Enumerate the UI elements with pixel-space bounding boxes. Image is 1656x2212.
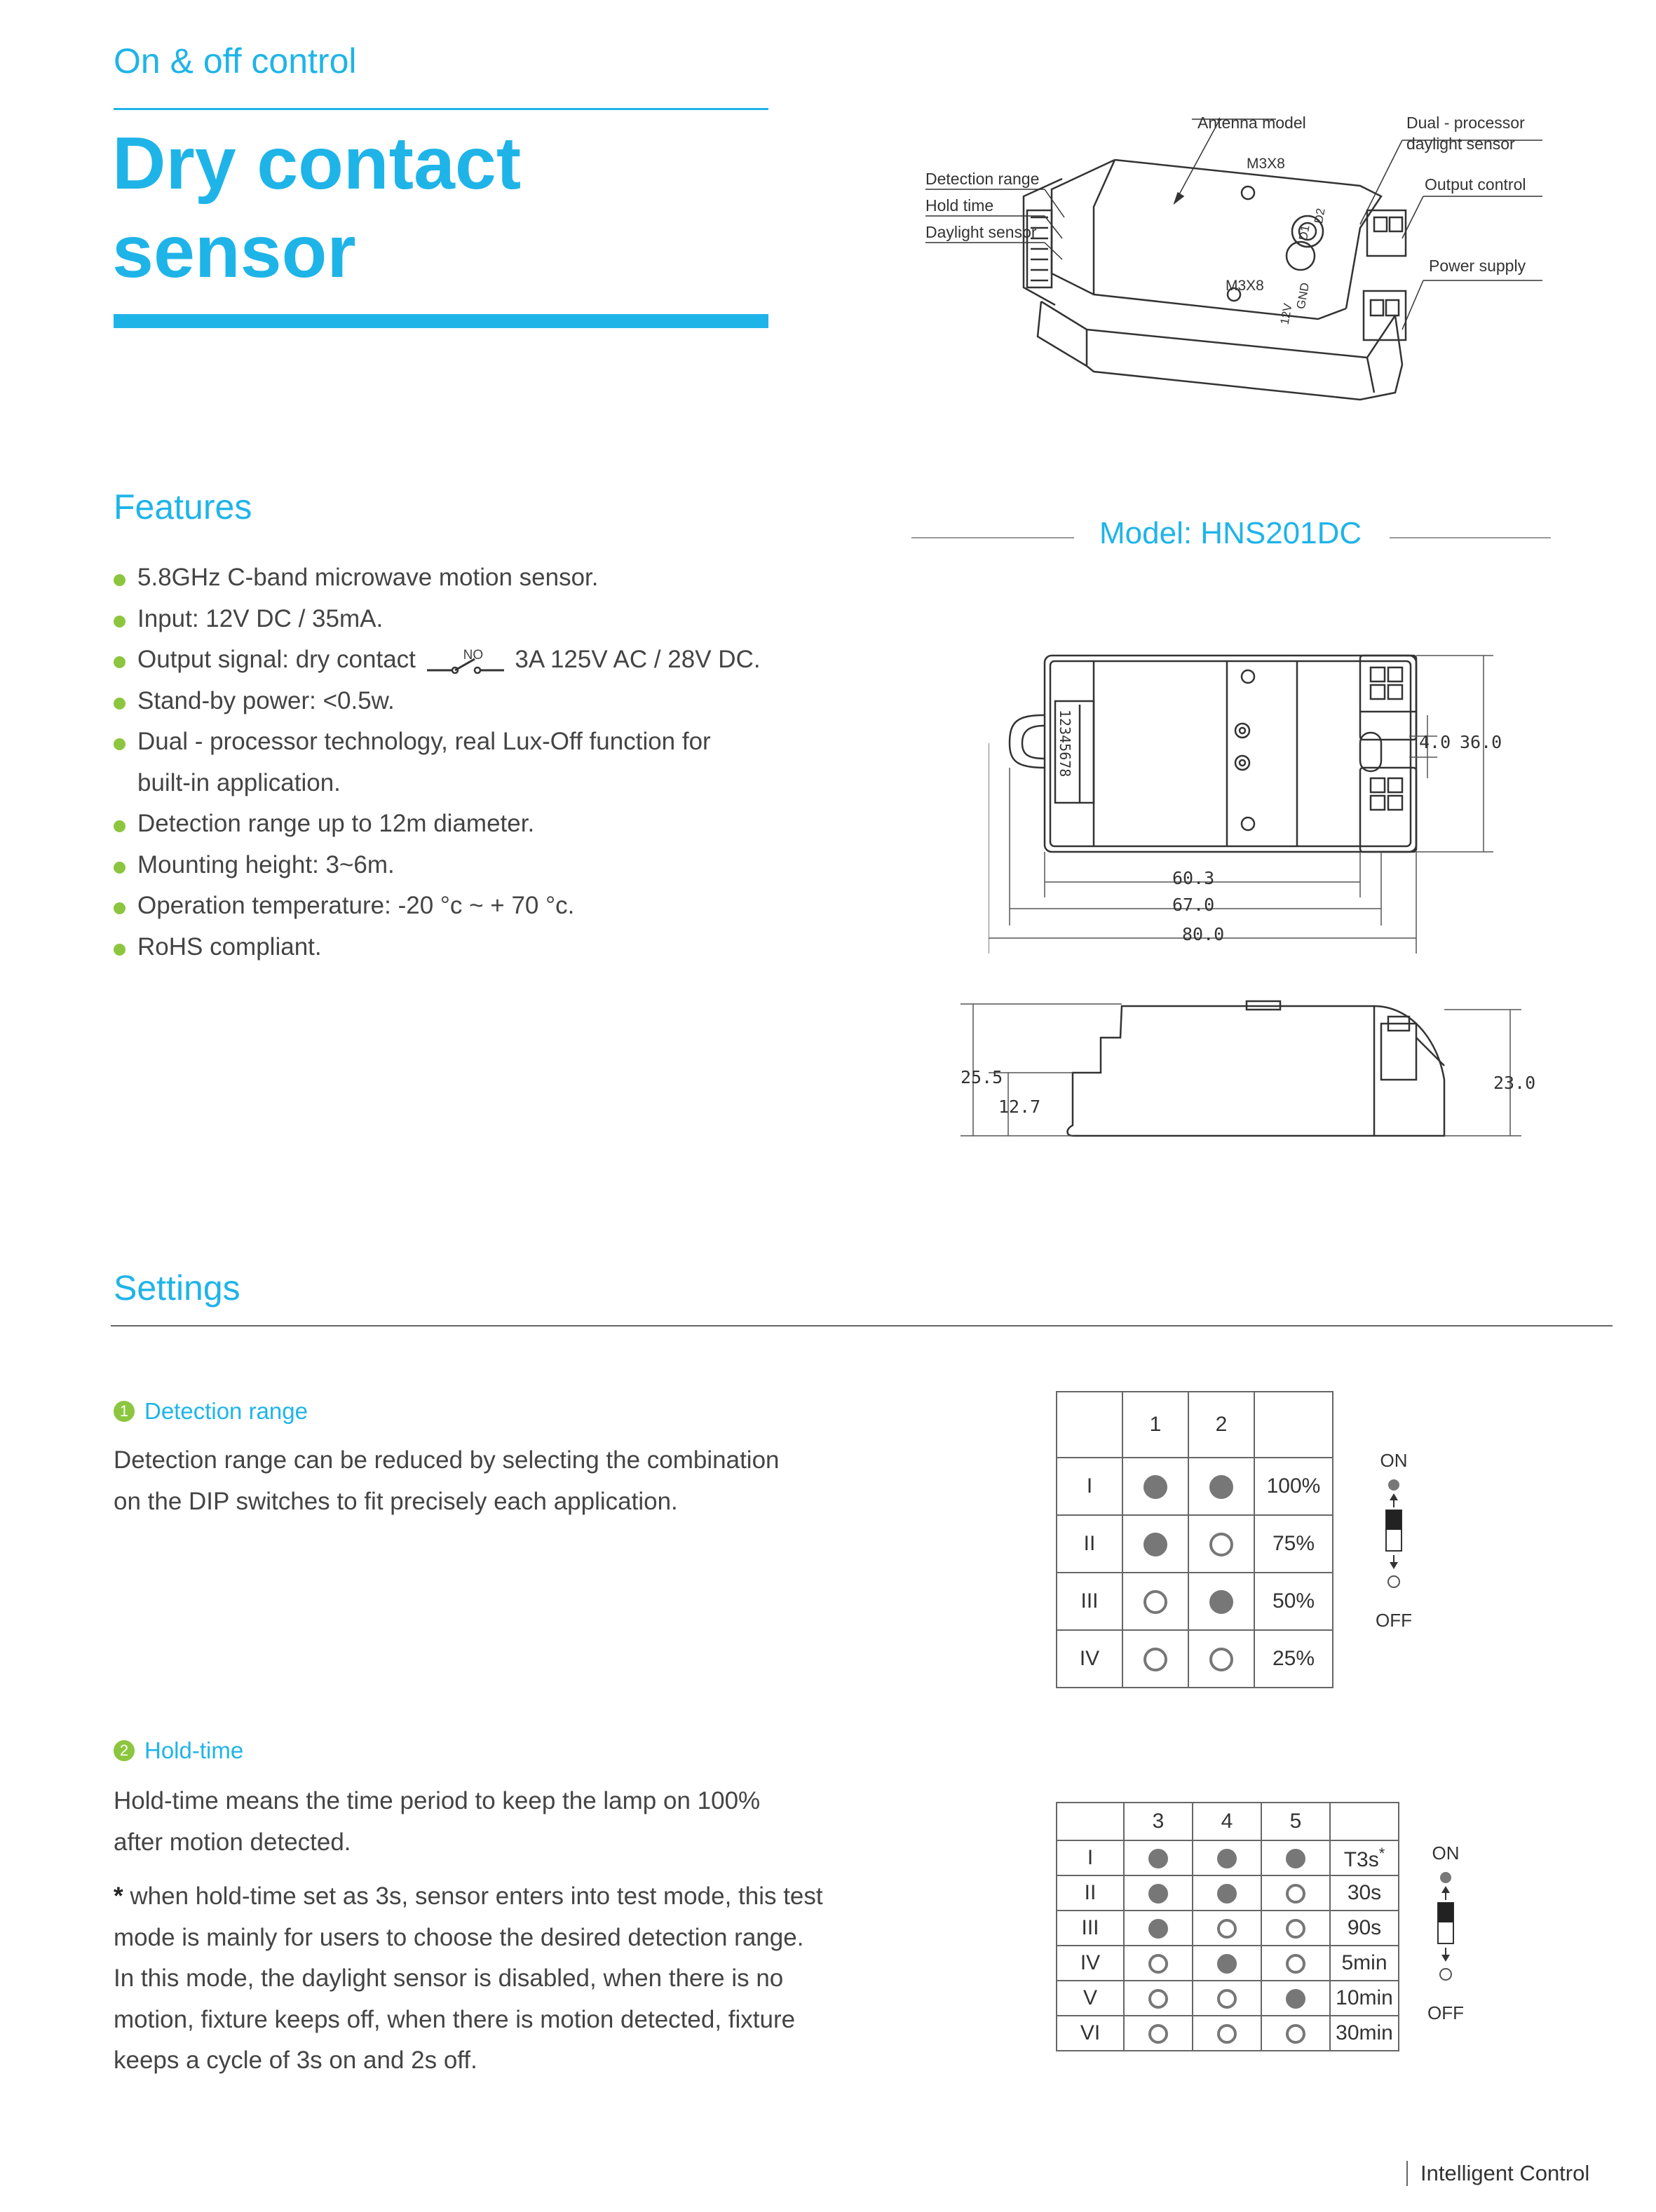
- note-line: In this mode, the daylight sensor is disabled, when there is no: [114, 1965, 784, 1992]
- switch-on-dot: [1286, 1989, 1305, 2009]
- switch-header: 4: [1193, 1803, 1261, 1840]
- model-rule-right: [1390, 537, 1551, 538]
- switch-off-label: OFF: [1376, 1610, 1412, 1631]
- switch-off-dot: [1286, 1954, 1305, 1974]
- switch-cell: [1193, 1875, 1261, 1911]
- footer-label: Intelligent Control: [1406, 2161, 1589, 2186]
- table-row: [1057, 1630, 1333, 1688]
- switch-on-dot: [1217, 1849, 1237, 1868]
- switch-cell: [1124, 1840, 1193, 1875]
- switch-off-dot: [1148, 2024, 1168, 2044]
- value-text: T3s: [1343, 1847, 1379, 1871]
- label-d1: D1: [1296, 224, 1312, 242]
- row-label: I: [1057, 1458, 1122, 1515]
- table-row: [1057, 1573, 1333, 1630]
- switch-on-dot: [1148, 1919, 1168, 1939]
- row-label: I: [1057, 1840, 1124, 1875]
- dim-23-0: 23.0: [1493, 1073, 1536, 1093]
- hold-time-title: [114, 1737, 243, 1764]
- value-cell: [1330, 1911, 1399, 1946]
- switch-on-dot: [1148, 1884, 1168, 1904]
- value-cell: [1330, 1981, 1399, 2016]
- value-text: 90s: [1347, 1916, 1382, 1939]
- features-heading: Features: [114, 487, 252, 527]
- feature-text: built-in application.: [137, 768, 341, 796]
- description-line: Detection range can be reduced by selecting the combination: [114, 1446, 780, 1474]
- switch-on-dot: [1143, 1533, 1167, 1556]
- no-label: NO: [463, 647, 484, 663]
- feature-item: 5.8GHz C-band microwave motion sensor.: [112, 557, 813, 599]
- label-daylight-sensor: Daylight sensor: [925, 223, 1037, 241]
- switch-off-dot: [1209, 1648, 1233, 1671]
- number-badge: 2: [114, 1740, 135, 1761]
- row-label: II: [1057, 1875, 1124, 1911]
- table-row: [1057, 1515, 1333, 1573]
- label-dual-processor-2: daylight sensor: [1406, 135, 1515, 153]
- switch-cell: [1122, 1630, 1188, 1688]
- table-row: [1057, 1840, 1399, 1875]
- description-line: on the DIP switches to fit precisely each application.: [114, 1487, 678, 1515]
- switch-off-dot: [1143, 1648, 1167, 1671]
- switch-cell: [1124, 1911, 1193, 1946]
- dip-switch-icon: [1380, 1479, 1408, 1606]
- hold-time-table: [1056, 1802, 1399, 2051]
- switch-header: 1: [1122, 1392, 1188, 1458]
- label-antenna-model: Antenna model: [1197, 114, 1306, 132]
- label-hold-time: Hold time: [925, 196, 994, 215]
- switch-off-dot: [1217, 2024, 1237, 2044]
- dim-60-3: 60.3: [1172, 868, 1215, 888]
- value-cell: [1254, 1630, 1333, 1688]
- value-cell: [1254, 1458, 1333, 1515]
- value-star: *: [1378, 1844, 1385, 1862]
- hold-time-title-text: Hold-time: [144, 1737, 244, 1763]
- hold-time-description: [114, 1781, 760, 1863]
- switch-on-dot: [1209, 1590, 1233, 1614]
- value-text: 10min: [1336, 1986, 1393, 2009]
- note-line: [114, 1876, 823, 1918]
- dry-contact-symbol: [427, 649, 504, 673]
- feature-item-output: [112, 639, 813, 681]
- switch-header: 5: [1261, 1803, 1330, 1840]
- switch-cell: [1193, 1840, 1261, 1875]
- label-gnd: GND: [1294, 281, 1312, 311]
- dim-36-0: 36.0: [1460, 732, 1502, 752]
- switch-on-dot: [1286, 1849, 1305, 1868]
- row-label: VI: [1057, 2016, 1124, 2051]
- feature-item: Dual - processor technology, real Lux-Off function for: [112, 721, 813, 763]
- dip-switch-icon: [1432, 1872, 1460, 1998]
- value-text: 25%: [1272, 1647, 1315, 1670]
- dip-switch-legend-2: [1418, 1843, 1474, 2025]
- detection-range-description: [114, 1440, 780, 1522]
- test-mode-note: [114, 1876, 823, 2082]
- dip-switch-legend-1: [1366, 1450, 1422, 1632]
- switch-off-dot: [1217, 1919, 1237, 1939]
- title-line-2: sensor: [112, 210, 356, 293]
- value-text: 5min: [1341, 1951, 1387, 1974]
- label-power-supply: Power supply: [1429, 257, 1526, 275]
- value-text: 100%: [1266, 1474, 1321, 1498]
- value-cell: [1254, 1573, 1333, 1630]
- output-rating: 3A 125V AC / 28V DC.: [515, 646, 761, 673]
- switch-cell: [1193, 2016, 1261, 2051]
- switch-on-dot: [1148, 1849, 1168, 1868]
- row-label: V: [1057, 1981, 1124, 2016]
- description-line: Hold-time means the time period to keep the lamp on 100%: [114, 1787, 761, 1814]
- switch-off-dot: [1217, 1989, 1237, 2009]
- switch-header: 3: [1124, 1803, 1193, 1840]
- switch-off-dot: [1286, 1919, 1305, 1939]
- switch-on-dot: [1217, 1954, 1237, 1974]
- value-cell: [1254, 1515, 1333, 1573]
- switch-cell: [1188, 1573, 1254, 1630]
- title-rule: [114, 314, 768, 328]
- title-line-1: Dry contact: [112, 122, 522, 205]
- note-line: mode is mainly for users to choose the desired detection range.: [114, 1923, 804, 1951]
- dim-4-0: 4.0: [1419, 732, 1451, 752]
- features-list: [112, 557, 813, 968]
- feature-item: Operation temperature: -20 °c ~ + 70 °c.: [112, 886, 813, 927]
- value-text: 75%: [1272, 1532, 1315, 1555]
- description-line: after motion detected.: [114, 1828, 351, 1856]
- label-output-control: Output control: [1425, 175, 1526, 194]
- dim-12-7: 12.7: [998, 1097, 1041, 1117]
- table-corner: [1057, 1392, 1122, 1458]
- note-line: motion, fixture keeps off, when there is motion detected, fixture: [114, 2005, 796, 2033]
- model-rule-left: [911, 537, 1074, 538]
- switch-on-label: ON: [1380, 1450, 1408, 1471]
- value-cell: [1330, 1946, 1399, 1981]
- label-detection-range: Detection range: [925, 170, 1040, 188]
- switch-cell: [1261, 1911, 1330, 1946]
- value-text: 30min: [1336, 2021, 1393, 2044]
- category-title: On & off control: [114, 41, 357, 81]
- feature-item: RoHS compliant.: [112, 927, 813, 968]
- switch-cell: [1124, 1875, 1193, 1911]
- switch-cell: [1188, 1458, 1254, 1515]
- switch-off-dot: [1143, 1590, 1167, 1614]
- side-view-drawing: [961, 996, 1535, 1157]
- table-row: [1057, 1981, 1399, 2016]
- switch-on-dot: [1217, 1884, 1237, 1904]
- detection-range-table: [1056, 1391, 1333, 1688]
- dim-80-0: 80.0: [1182, 924, 1225, 944]
- value-header: [1254, 1392, 1333, 1458]
- switch-off-dot: [1286, 2024, 1305, 2044]
- settings-rule: [111, 1325, 1613, 1326]
- top-view-drawing: [989, 645, 1507, 961]
- row-label: II: [1057, 1515, 1122, 1573]
- switch-cell: [1261, 2016, 1330, 2051]
- feature-text: Output signal: dry contact: [137, 646, 416, 673]
- settings-heading: Settings: [114, 1268, 240, 1308]
- table-row: [1057, 1458, 1333, 1515]
- switch-on-label: ON: [1432, 1843, 1460, 1864]
- label-dual-processor-1: Dual - processor: [1406, 114, 1525, 132]
- value-cell: [1330, 2016, 1399, 2051]
- detection-range-title: [114, 1398, 308, 1425]
- switch-cell: [1122, 1458, 1188, 1515]
- switch-cell: [1188, 1630, 1254, 1688]
- table-row: [1057, 1875, 1399, 1911]
- page-title: [112, 119, 521, 296]
- row-label: III: [1057, 1911, 1124, 1946]
- switch-cell: [1124, 1946, 1193, 1981]
- switch-cell: [1193, 1946, 1261, 1981]
- label-m3x8-bottom: M3X8: [1226, 278, 1264, 294]
- feature-item: Stand-by power: <0.5w.: [112, 681, 813, 722]
- switch-cell: [1122, 1573, 1188, 1630]
- note-text: when hold-time set as 3s, sensor enters into test mode, this test: [130, 1882, 823, 1910]
- header-rule: [114, 108, 768, 110]
- table-corner: [1057, 1803, 1124, 1840]
- feature-item: Input: 12V DC / 35mA.: [112, 599, 813, 640]
- value-text: 50%: [1272, 1589, 1315, 1613]
- switch-cell: [1261, 1981, 1330, 2016]
- switch-cell: [1124, 2016, 1193, 2051]
- switch-off-dot: [1286, 1884, 1305, 1904]
- label-d2: D2: [1312, 207, 1328, 225]
- table-row: [1057, 1946, 1399, 1981]
- switch-off-dot: [1209, 1533, 1233, 1556]
- switch-on-dot: [1209, 1475, 1233, 1499]
- table-row: [1057, 2016, 1399, 2051]
- switch-cell: [1261, 1840, 1330, 1875]
- mounting-tab: [1010, 715, 1045, 768]
- value-cell: [1330, 1840, 1399, 1875]
- row-label: IV: [1057, 1946, 1124, 1981]
- switch-cell: [1122, 1515, 1188, 1573]
- switch-cell: [1188, 1515, 1254, 1573]
- detection-range-title-text: Detection range: [144, 1398, 308, 1424]
- dim-25-5: 25.5: [961, 1067, 1003, 1087]
- dip-numbers: 12345678: [1057, 710, 1073, 778]
- model-label: Model: HNS201DC: [1099, 516, 1362, 550]
- dim-67-0: 67.0: [1172, 895, 1215, 915]
- feature-item-continued: [112, 763, 813, 804]
- row-label: III: [1057, 1573, 1122, 1630]
- note-star: *: [114, 1882, 123, 1910]
- switch-cell: [1193, 1911, 1261, 1946]
- label-12v: 12V: [1277, 302, 1295, 326]
- switch-on-dot: [1143, 1475, 1167, 1499]
- feature-item: Detection range up to 12m diameter.: [112, 803, 813, 845]
- switch-cell: [1261, 1946, 1330, 1981]
- switch-off-label: OFF: [1427, 2002, 1464, 2023]
- value-cell: [1330, 1875, 1399, 1911]
- label-m3x8-top: M3X8: [1247, 156, 1285, 172]
- switch-header: 2: [1188, 1392, 1254, 1458]
- number-badge: 1: [114, 1401, 135, 1422]
- switch-cell: [1193, 1981, 1261, 2016]
- row-label: IV: [1057, 1630, 1122, 1688]
- feature-item: Mounting height: 3~6m.: [112, 845, 813, 886]
- table-row: [1057, 1911, 1399, 1946]
- switch-cell: [1124, 1981, 1193, 2016]
- value-header: [1330, 1803, 1399, 1840]
- note-line: keeps a cycle of 3s on and 2s off.: [114, 2047, 477, 2074]
- switch-off-dot: [1148, 1954, 1168, 1974]
- switch-cell: [1261, 1875, 1330, 1911]
- switch-off-dot: [1148, 1989, 1168, 2009]
- housing-base: [1038, 301, 1402, 400]
- value-text: 30s: [1347, 1881, 1382, 1904]
